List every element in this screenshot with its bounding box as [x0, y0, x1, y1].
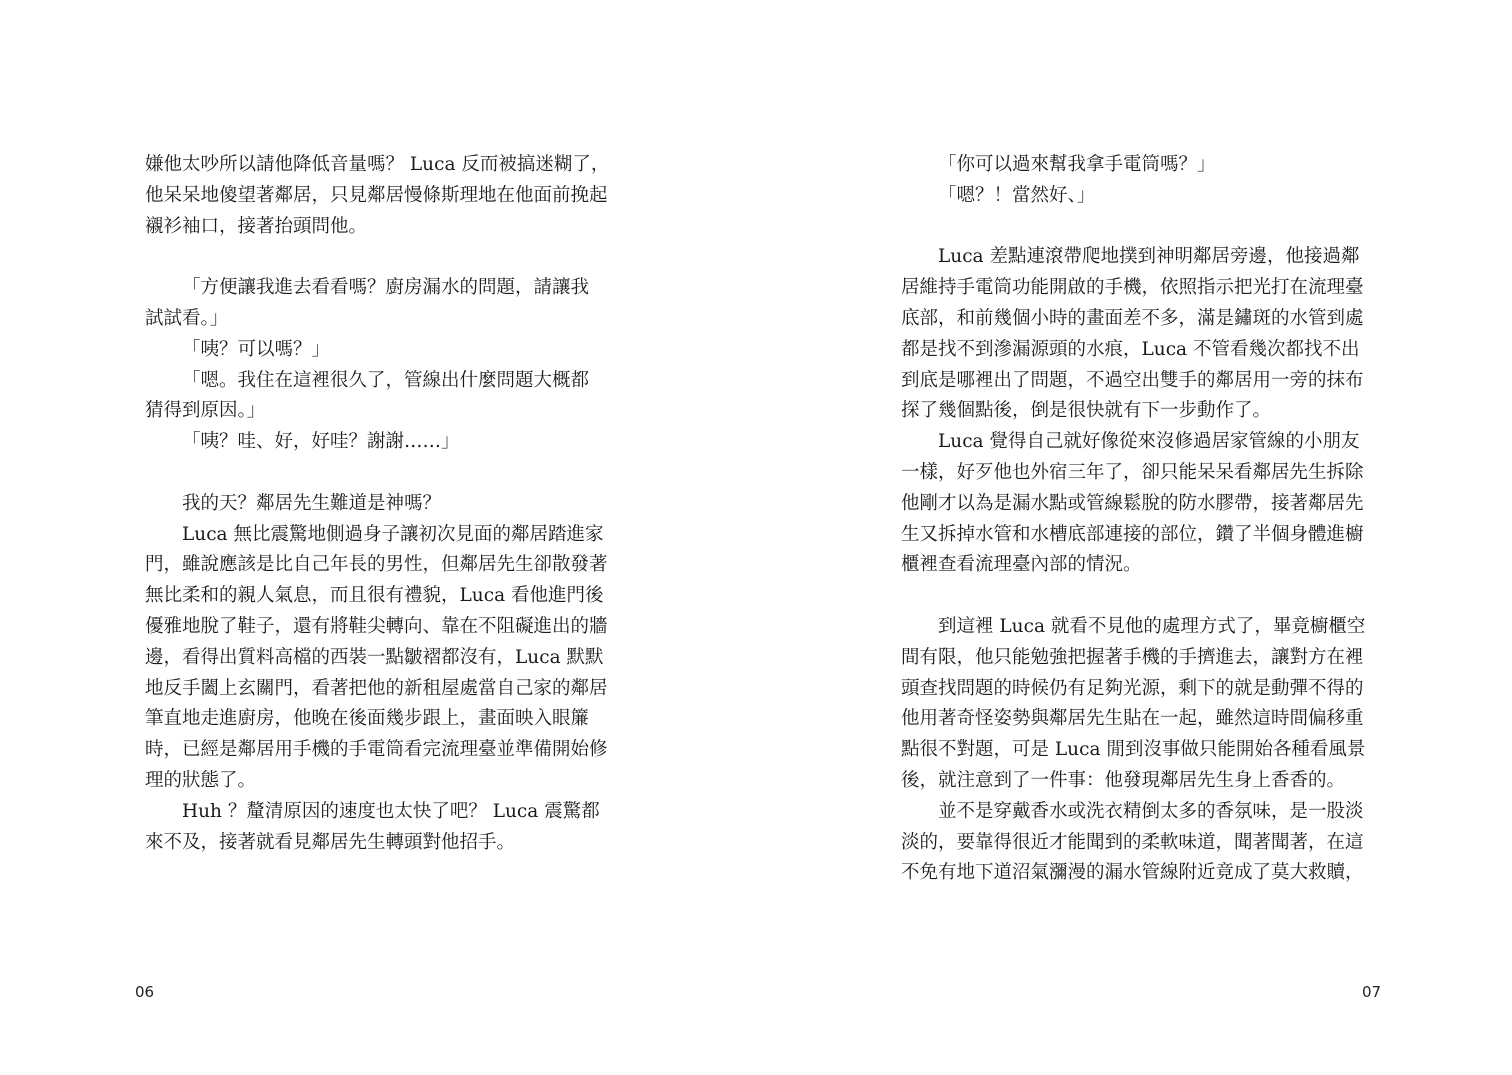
text-line: 居維持手電筒功能開啟的手機，依照指示把光打在流理臺 — [901, 277, 1364, 299]
text-line: 筆直地走進廚房，他晚在後面幾步跟上，畫面映入眼簾 — [145, 708, 590, 730]
right-page-number: 07 — [1362, 983, 1382, 1001]
right-page-body — [901, 150, 1369, 889]
right-page — [756, 0, 1512, 1075]
text-line: 他用著奇怪姿勢與鄰居先生貼在一起，雖然這時間偏移重 — [901, 708, 1364, 730]
text-line: 來不及，接著就看見鄰居先生轉頭對他招手。 — [145, 831, 516, 853]
text-line: 底部，和前幾個小時的畫面差不多，滿是鏽斑的水管到處 — [901, 307, 1364, 329]
text-line: 淡的，要靠得很近才能聞到的柔軟味道，聞著聞著，在這 — [901, 831, 1364, 853]
text-line: Huh ？釐清原因的速度也太快了吧？ Luca 震驚都 — [182, 800, 600, 822]
text-line: 探了幾個點後，倒是很快就有下一步動作了。 — [901, 400, 1272, 422]
text-line: 櫃裡查看流理臺內部的情況。 — [901, 554, 1142, 576]
text-line: 邊，看得出質料高檔的西裝一點皺褶都沒有，Luca 默默 — [145, 646, 604, 668]
text-line: 門，雖說應該是比自己年長的男性，但鄰居先生卻散發著 — [145, 554, 608, 576]
text-line: 地反手闔上玄關門，看著把他的新租屋處當自己家的鄰居 — [145, 677, 608, 699]
text-line: 都是找不到滲漏源頭的水痕，Luca 不管看幾次都找不出 — [901, 338, 1360, 360]
text-line: 「咦？可以嗎？」 — [182, 338, 331, 360]
text-line: 頭查找問題的時候仍有足夠光源，剩下的就是動彈不得的 — [901, 677, 1364, 699]
text-line: 我的天？鄰居先生難道是神嗎？ — [182, 492, 442, 514]
text-line: 猜得到原因。」 — [145, 400, 266, 422]
text-line: 後，就注意到了一件事：他發現鄰居先生身上香香的。 — [901, 769, 1346, 791]
text-line: 點很不對題，可是 Luca 閒到沒事做只能開始各種看風景 — [901, 739, 1366, 761]
text-line: 時，已經是鄰居用手機的手電筒看完流理臺並準備開始修 — [145, 739, 608, 761]
text-line: 到這裡 Luca 就看不見他的處理方式了，畢竟櫥櫃空 — [938, 615, 1366, 637]
text-line: 襯衫袖口，接著抬頭問他。 — [145, 215, 368, 237]
text-line: 試試看。」 — [145, 307, 229, 329]
text-line: 到底是哪裡出了問題，不過空出雙手的鄰居用一旁的抹布 — [901, 369, 1364, 391]
text-line: 不免有地下道沼氣瀰漫的漏水管線附近竟成了莫大救贖， — [901, 862, 1364, 884]
text-line: 「方便讓我進去看看嗎？廚房漏水的問題，請讓我 — [182, 277, 590, 299]
paragraph-gap — [145, 242, 613, 273]
text-line: 嫌他太吵所以請他降低音量嗎？ Luca 反而被搞迷糊了， — [145, 154, 610, 175]
text-line: Luca 覺得自己就好像從來沒修過居家管線的小朋友 — [938, 431, 1360, 453]
text-line: 他呆呆地傻望著鄰居，只見鄰居慢條斯理地在他面前挽起 — [145, 184, 608, 206]
text-line: 「嗯？！當然好、」 — [938, 184, 1096, 206]
text-line: 無比柔和的親人氣息，而且很有禮貌，Luca 看他進門後 — [145, 585, 604, 607]
text-line: Luca 差點連滾帶爬地撲到神明鄰居旁邊，他接過鄰 — [938, 246, 1360, 268]
left-page-number: 06 — [135, 983, 155, 1001]
paragraph-gap — [145, 458, 613, 489]
left-page-body — [145, 150, 613, 858]
text-line: 間有限，他只能勉強把握著手機的手擠進去，讓對方在裡 — [901, 646, 1364, 668]
text-line: 優雅地脫了鞋子，還有將鞋尖轉向、靠在不阻礙進出的牆 — [145, 615, 608, 637]
text-line: 並不是穿戴香水或洗衣精倒太多的香氛味，是一股淡 — [938, 800, 1364, 822]
text-line: Luca 無比震驚地側過身子讓初次見面的鄰居踏進家 — [182, 523, 604, 545]
paragraph-gap — [901, 581, 1369, 612]
text-line: 生又拆掉水管和水槽底部連接的部位，鑽了半個身體進櫥 — [901, 523, 1364, 545]
text-line: 理的狀態了。 — [145, 769, 257, 791]
text-line: 「咦？哇、好，好哇？謝謝……」 — [182, 431, 460, 453]
paragraph-gap — [901, 212, 1369, 243]
text-line: 他剛才以為是漏水點或管線鬆脫的防水膠帶，接著鄰居先 — [901, 492, 1364, 514]
text-line: 「你可以過來幫我拿手電筒嗎？」 — [938, 154, 1216, 175]
text-line: 一樣，好歹他也外宿三年了，卻只能呆呆看鄰居先生拆除 — [901, 461, 1364, 483]
text-line: 「嗯。我住在這裡很久了，管線出什麼問題大概都 — [182, 369, 590, 391]
